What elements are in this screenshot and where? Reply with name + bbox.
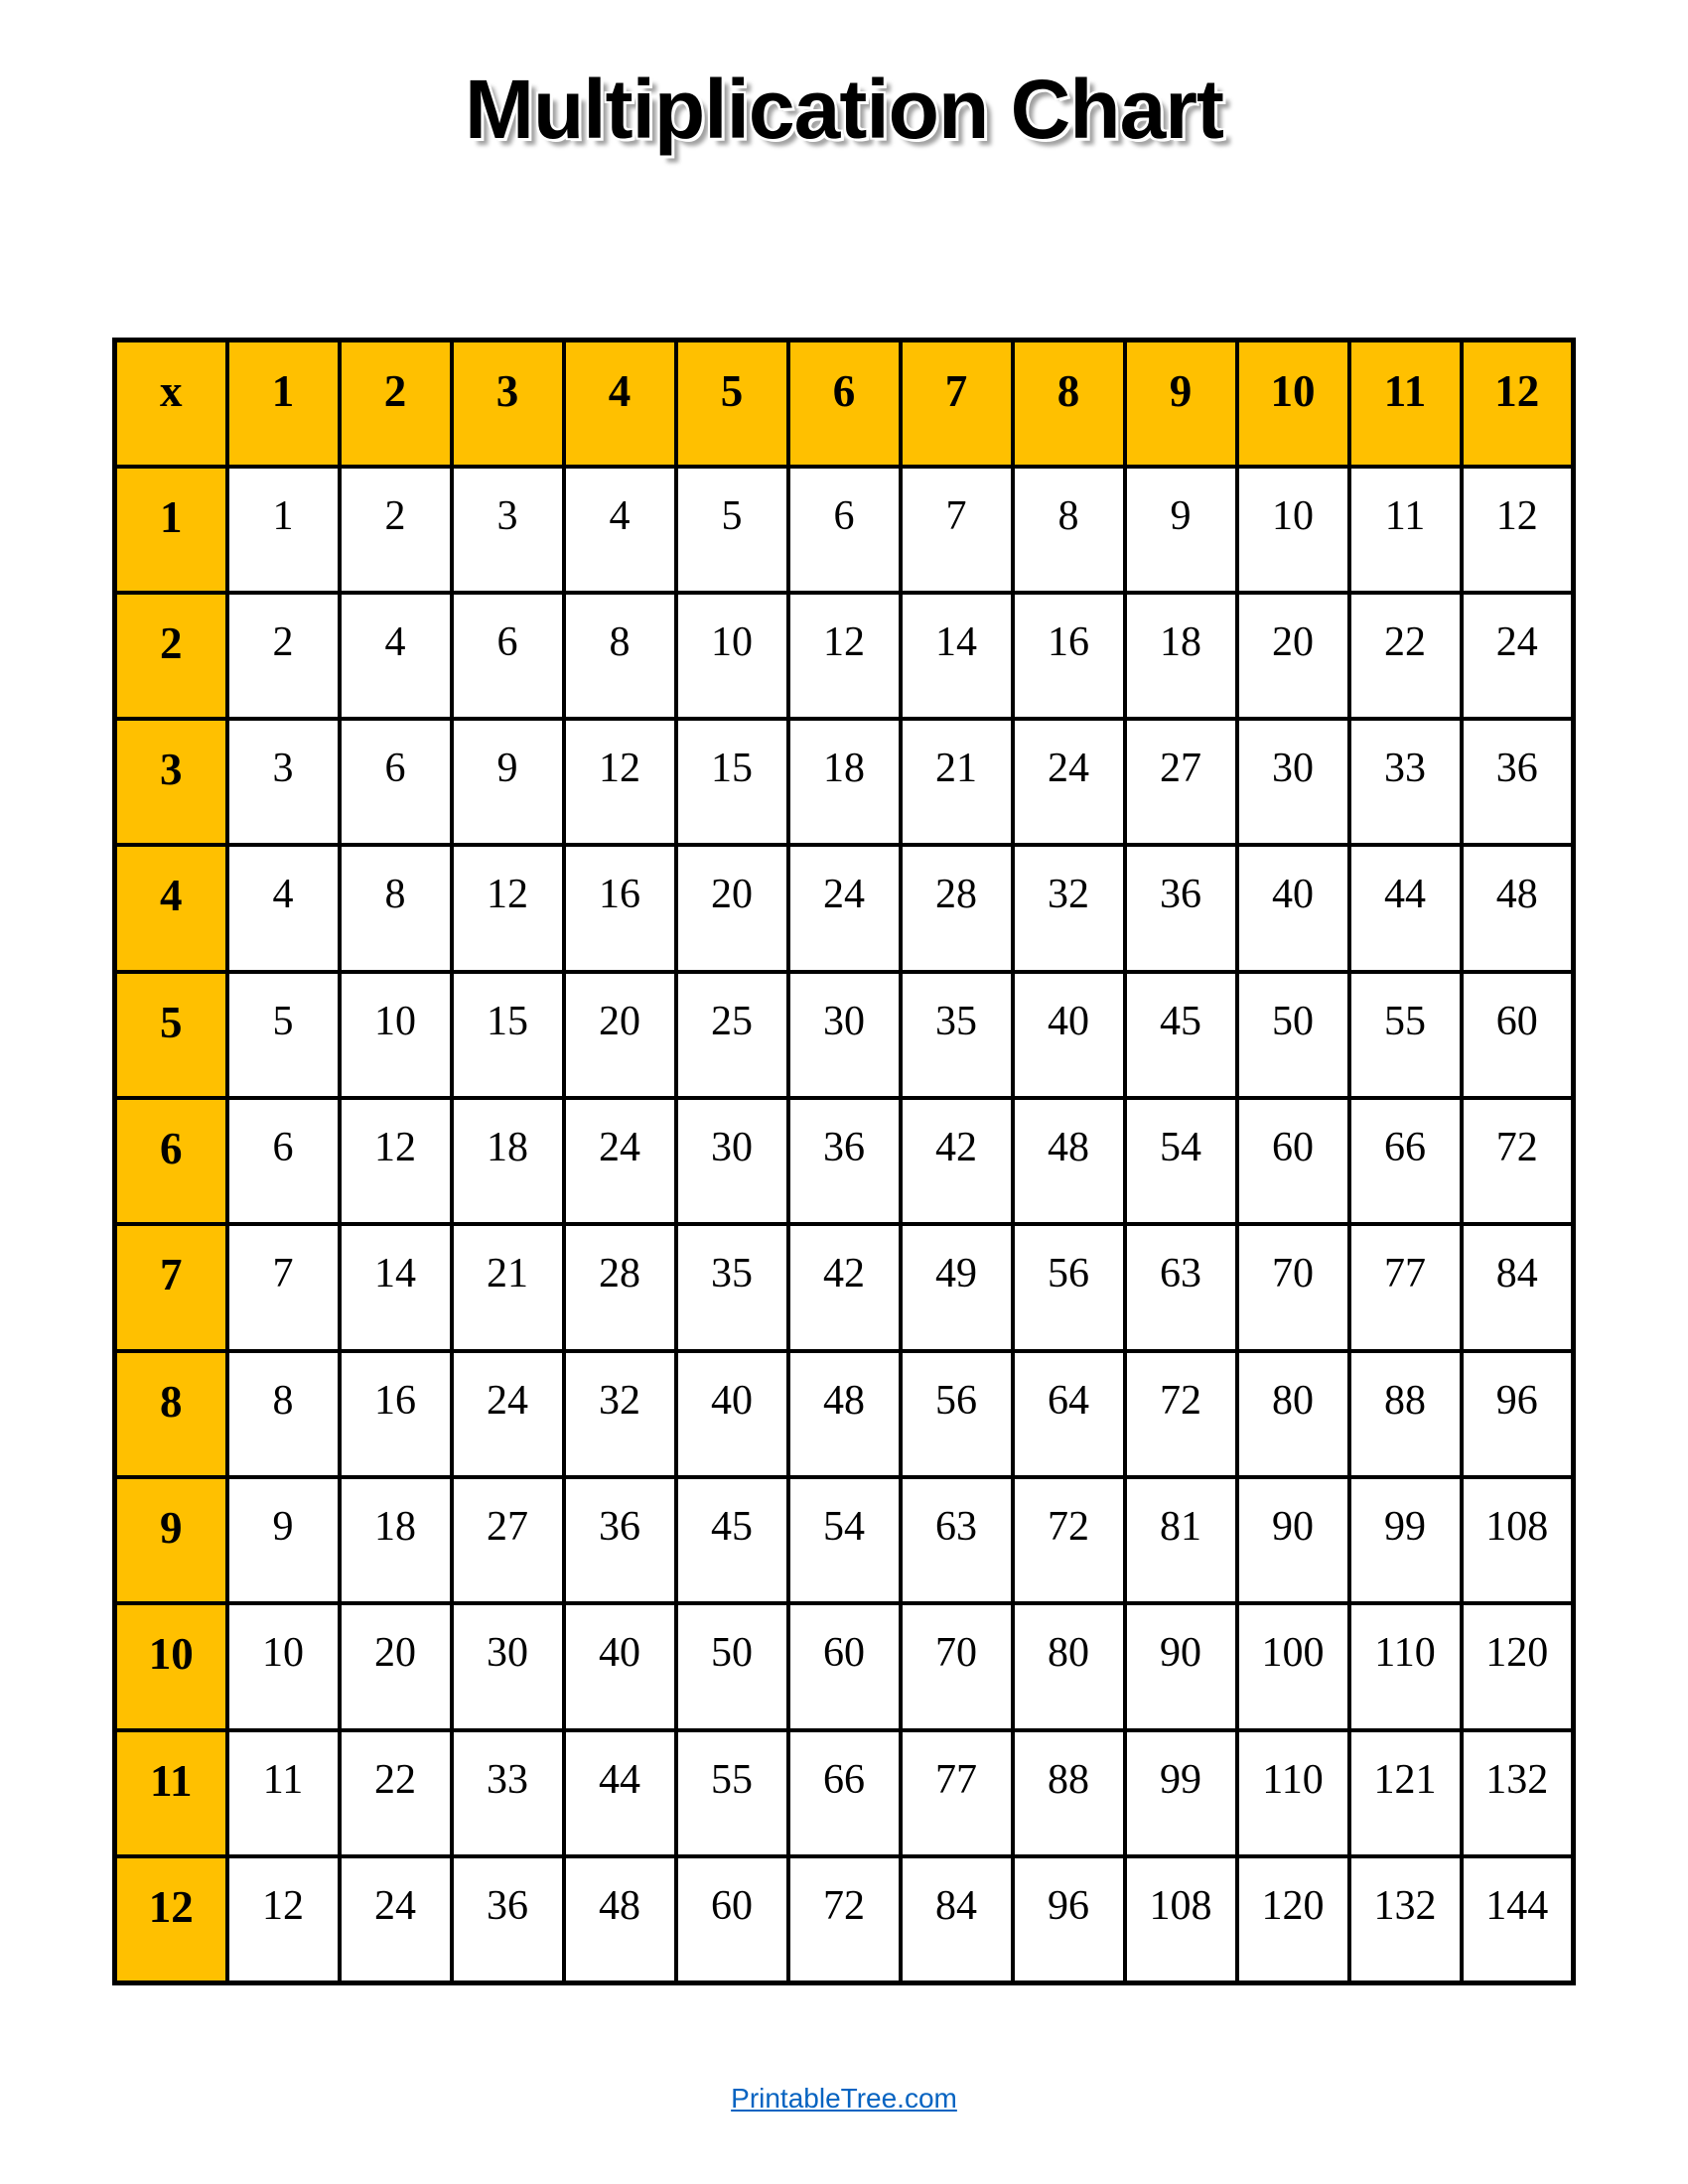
row-header-cell: 7: [115, 1224, 227, 1350]
table-row: [115, 1603, 1574, 1729]
product-cell: 100: [1237, 1603, 1349, 1729]
product-cell: 10: [676, 593, 788, 719]
product-cell: 35: [901, 972, 1013, 1098]
product-cell: 30: [1237, 719, 1349, 845]
table-header-row: [115, 341, 1574, 467]
product-cell: 25: [676, 972, 788, 1098]
product-cell: 40: [1013, 972, 1125, 1098]
product-cell: 72: [788, 1856, 901, 1982]
product-cell: 36: [1125, 845, 1237, 971]
product-cell: 99: [1125, 1730, 1237, 1856]
product-cell: 108: [1125, 1856, 1237, 1982]
product-cell: 96: [1013, 1856, 1125, 1982]
column-header-cell: 4: [564, 341, 676, 467]
product-cell: 16: [340, 1351, 452, 1477]
product-cell: 12: [452, 845, 564, 971]
product-cell: 55: [676, 1730, 788, 1856]
table-row: [115, 719, 1574, 845]
row-header-cell: 12: [115, 1856, 227, 1982]
product-cell: 40: [676, 1351, 788, 1477]
product-cell: 66: [788, 1730, 901, 1856]
product-cell: 77: [1349, 1224, 1462, 1350]
product-cell: 6: [452, 593, 564, 719]
product-cell: 32: [564, 1351, 676, 1477]
product-cell: 35: [676, 1224, 788, 1350]
product-cell: 20: [564, 972, 676, 1098]
column-header-cell: 6: [788, 341, 901, 467]
product-cell: 24: [1462, 593, 1574, 719]
product-cell: 1: [227, 467, 340, 593]
printabletree-link[interactable]: PrintableTree.com: [731, 2083, 957, 2114]
row-header-cell: 8: [115, 1351, 227, 1477]
header-row: [115, 341, 1574, 467]
product-cell: 22: [340, 1730, 452, 1856]
product-cell: 4: [227, 845, 340, 971]
product-cell: 40: [564, 1603, 676, 1729]
product-cell: 48: [564, 1856, 676, 1982]
product-cell: 20: [340, 1603, 452, 1729]
product-cell: 36: [452, 1856, 564, 1982]
table-body: [115, 467, 1574, 1983]
product-cell: 60: [788, 1603, 901, 1729]
product-cell: 15: [452, 972, 564, 1098]
product-cell: 28: [901, 845, 1013, 971]
multiplication-table: [112, 338, 1576, 1985]
product-cell: 48: [788, 1351, 901, 1477]
product-cell: 21: [452, 1224, 564, 1350]
product-cell: 14: [901, 593, 1013, 719]
product-cell: 5: [676, 467, 788, 593]
product-cell: 96: [1462, 1351, 1574, 1477]
product-cell: 30: [452, 1603, 564, 1729]
product-cell: 45: [1125, 972, 1237, 1098]
column-header-cell: 2: [340, 341, 452, 467]
corner-cell: x: [115, 341, 227, 467]
product-cell: 2: [227, 593, 340, 719]
product-cell: 10: [227, 1603, 340, 1729]
product-cell: 44: [1349, 845, 1462, 971]
product-cell: 33: [1349, 719, 1462, 845]
product-cell: 28: [564, 1224, 676, 1350]
product-cell: 12: [564, 719, 676, 845]
product-cell: 72: [1462, 1098, 1574, 1224]
product-cell: 32: [1013, 845, 1125, 971]
product-cell: 18: [1125, 593, 1237, 719]
product-cell: 18: [340, 1477, 452, 1603]
table-row: [115, 1730, 1574, 1856]
product-cell: 70: [1237, 1224, 1349, 1350]
product-cell: 3: [452, 467, 564, 593]
product-cell: 88: [1349, 1351, 1462, 1477]
product-cell: 24: [564, 1098, 676, 1224]
table-row: [115, 467, 1574, 593]
product-cell: 80: [1237, 1351, 1349, 1477]
product-cell: 36: [564, 1477, 676, 1603]
product-cell: 49: [901, 1224, 1013, 1350]
product-cell: 12: [227, 1856, 340, 1982]
column-header-cell: 11: [1349, 341, 1462, 467]
product-cell: 18: [788, 719, 901, 845]
product-cell: 8: [1013, 467, 1125, 593]
product-cell: 56: [901, 1351, 1013, 1477]
product-cell: 4: [340, 593, 452, 719]
product-cell: 110: [1237, 1730, 1349, 1856]
product-cell: 7: [901, 467, 1013, 593]
row-header-cell: 11: [115, 1730, 227, 1856]
product-cell: 8: [564, 593, 676, 719]
product-cell: 132: [1462, 1730, 1574, 1856]
column-header-cell: 5: [676, 341, 788, 467]
product-cell: 88: [1013, 1730, 1125, 1856]
product-cell: 90: [1125, 1603, 1237, 1729]
row-header-cell: 9: [115, 1477, 227, 1603]
product-cell: 10: [1237, 467, 1349, 593]
product-cell: 3: [227, 719, 340, 845]
product-cell: 48: [1013, 1098, 1125, 1224]
row-header-cell: 10: [115, 1603, 227, 1729]
product-cell: 33: [452, 1730, 564, 1856]
row-header-cell: 4: [115, 845, 227, 971]
product-cell: 9: [452, 719, 564, 845]
row-header-cell: 6: [115, 1098, 227, 1224]
product-cell: 7: [227, 1224, 340, 1350]
product-cell: 24: [340, 1856, 452, 1982]
product-cell: 80: [1013, 1603, 1125, 1729]
product-cell: 6: [788, 467, 901, 593]
table-row: [115, 1098, 1574, 1224]
product-cell: 99: [1349, 1477, 1462, 1603]
table-row: [115, 593, 1574, 719]
row-header-cell: 5: [115, 972, 227, 1098]
product-cell: 60: [1237, 1098, 1349, 1224]
product-cell: 144: [1462, 1856, 1574, 1982]
product-cell: 30: [788, 972, 901, 1098]
product-cell: 4: [564, 467, 676, 593]
row-header-cell: 1: [115, 467, 227, 593]
product-cell: 18: [452, 1098, 564, 1224]
column-header-cell: 9: [1125, 341, 1237, 467]
product-cell: 8: [227, 1351, 340, 1477]
product-cell: 63: [1125, 1224, 1237, 1350]
product-cell: 24: [452, 1351, 564, 1477]
page-title: Multiplication Chart: [465, 63, 1223, 156]
product-cell: 77: [901, 1730, 1013, 1856]
product-cell: 27: [1125, 719, 1237, 845]
product-cell: 6: [340, 719, 452, 845]
product-cell: 12: [788, 593, 901, 719]
product-cell: 84: [1462, 1224, 1574, 1350]
product-cell: 55: [1349, 972, 1462, 1098]
product-cell: 14: [340, 1224, 452, 1350]
table-row: [115, 1224, 1574, 1350]
product-cell: 45: [676, 1477, 788, 1603]
product-cell: 64: [1013, 1351, 1125, 1477]
product-cell: 60: [676, 1856, 788, 1982]
product-cell: 9: [227, 1477, 340, 1603]
product-cell: 110: [1349, 1603, 1462, 1729]
table-row: [115, 1351, 1574, 1477]
product-cell: 121: [1349, 1730, 1462, 1856]
product-cell: 44: [564, 1730, 676, 1856]
row-header-cell: 3: [115, 719, 227, 845]
product-cell: 27: [452, 1477, 564, 1603]
product-cell: 21: [901, 719, 1013, 845]
table-row: [115, 845, 1574, 971]
product-cell: 10: [340, 972, 452, 1098]
product-cell: 36: [788, 1098, 901, 1224]
column-header-cell: 8: [1013, 341, 1125, 467]
product-cell: 22: [1349, 593, 1462, 719]
product-cell: 9: [1125, 467, 1237, 593]
product-cell: 56: [1013, 1224, 1125, 1350]
product-cell: 90: [1237, 1477, 1349, 1603]
product-cell: 8: [340, 845, 452, 971]
product-cell: 50: [1237, 972, 1349, 1098]
product-cell: 15: [676, 719, 788, 845]
column-header-cell: 1: [227, 341, 340, 467]
product-cell: 120: [1462, 1603, 1574, 1729]
product-cell: 54: [788, 1477, 901, 1603]
row-header-cell: 2: [115, 593, 227, 719]
table-row: [115, 1477, 1574, 1603]
product-cell: 20: [676, 845, 788, 971]
product-cell: 60: [1462, 972, 1574, 1098]
column-header-cell: 3: [452, 341, 564, 467]
product-cell: 48: [1462, 845, 1574, 971]
product-cell: 12: [340, 1098, 452, 1224]
column-header-cell: 10: [1237, 341, 1349, 467]
product-cell: 132: [1349, 1856, 1462, 1982]
product-cell: 2: [340, 467, 452, 593]
product-cell: 40: [1237, 845, 1349, 971]
product-cell: 120: [1237, 1856, 1349, 1982]
product-cell: 42: [788, 1224, 901, 1350]
product-cell: 42: [901, 1098, 1013, 1224]
table-row: [115, 972, 1574, 1098]
product-cell: 11: [227, 1730, 340, 1856]
product-cell: 50: [676, 1603, 788, 1729]
product-cell: 108: [1462, 1477, 1574, 1603]
table-row: [115, 1856, 1574, 1982]
product-cell: 16: [1013, 593, 1125, 719]
product-cell: 54: [1125, 1098, 1237, 1224]
product-cell: 84: [901, 1856, 1013, 1982]
product-cell: 81: [1125, 1477, 1237, 1603]
column-header-cell: 7: [901, 341, 1013, 467]
product-cell: 5: [227, 972, 340, 1098]
product-cell: 11: [1349, 467, 1462, 593]
product-cell: 72: [1013, 1477, 1125, 1603]
product-cell: 12: [1462, 467, 1574, 593]
product-cell: 36: [1462, 719, 1574, 845]
product-cell: 66: [1349, 1098, 1462, 1224]
product-cell: 24: [1013, 719, 1125, 845]
product-cell: 16: [564, 845, 676, 971]
product-cell: 20: [1237, 593, 1349, 719]
product-cell: 70: [901, 1603, 1013, 1729]
product-cell: 63: [901, 1477, 1013, 1603]
product-cell: 30: [676, 1098, 788, 1224]
product-cell: 72: [1125, 1351, 1237, 1477]
footer: [0, 2083, 1688, 2115]
product-cell: 24: [788, 845, 901, 971]
column-header-cell: 12: [1462, 341, 1574, 467]
product-cell: 6: [227, 1098, 340, 1224]
